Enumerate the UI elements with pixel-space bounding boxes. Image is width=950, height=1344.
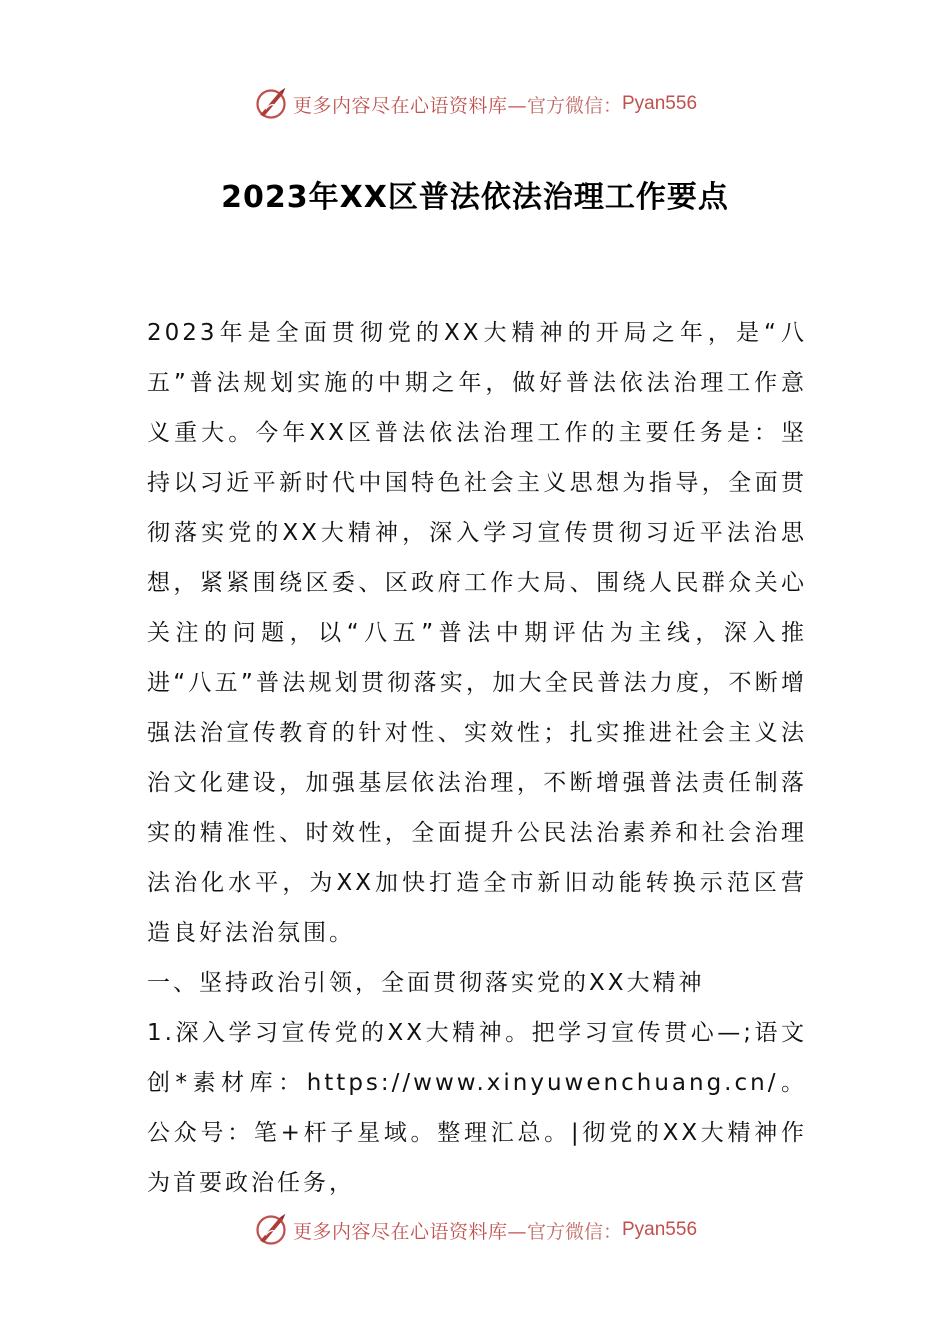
quill-logo-icon <box>253 86 289 122</box>
document-title: 2023年XX区普法依法治理工作要点 <box>221 180 729 215</box>
banner-slogan: 更多内容尽在心语资料库— <box>292 94 527 117</box>
banner-wechat-label: 官方微信： <box>526 94 622 117</box>
body-paragraph: 1.深入学习宣传党的XX大精神。把学习宣传贯心—;语文创*素材库：https://www.xinyuwenchuang.cn/。公众号：笔+杆子星域。整理汇总。|彻党的XX大精神作为首要政治任务， <box>147 1020 807 1196</box>
banner-slogan: 更多内容尽在心语资料库— <box>292 1220 527 1243</box>
banner-wechat-id: Pyan556 <box>622 93 698 114</box>
section-heading: 一、坚持政治引领，全面贯彻落实党的XX大精神 <box>147 970 705 996</box>
quill-logo-icon <box>253 1212 289 1248</box>
header-watermark-banner <box>0 84 950 124</box>
banner-wechat-id: Pyan556 <box>622 1219 698 1240</box>
document-body <box>147 308 807 1208</box>
banner-wechat-label: 官方微信： <box>526 1220 622 1243</box>
intro-paragraph: 2023年是全面贯彻党的XX大精神的开局之年，是“八五”普法规划实施的中期之年，做好普法依法治理工作意义重大。今年XX区普法依法治理工作的主要任务是：坚持以习近平新时代中国特色社会主义思想为指导，全面贯彻落实党的XX大精神，深入学习宣传贯彻习近平法治思想，紧紧围绕区委、区政府工作大局、围绕人民群众关心关注的问题，以“八五”普法中期评估为主线，深入推进“八五”普法规划贯彻落实，加大全民普法力度，不断增强法治宣传教育的针对性、实效性；扎实推进社会主义法治文化建设，加强基层依法治理，不断增强普法责任制落实的精准性、时效性，全面提升公民法治素养和社会治理法治化水平，为XX加快打造全市新旧动能转换示范区营造良好法治氛围。 <box>147 320 807 946</box>
footer-watermark-banner <box>0 1210 950 1250</box>
